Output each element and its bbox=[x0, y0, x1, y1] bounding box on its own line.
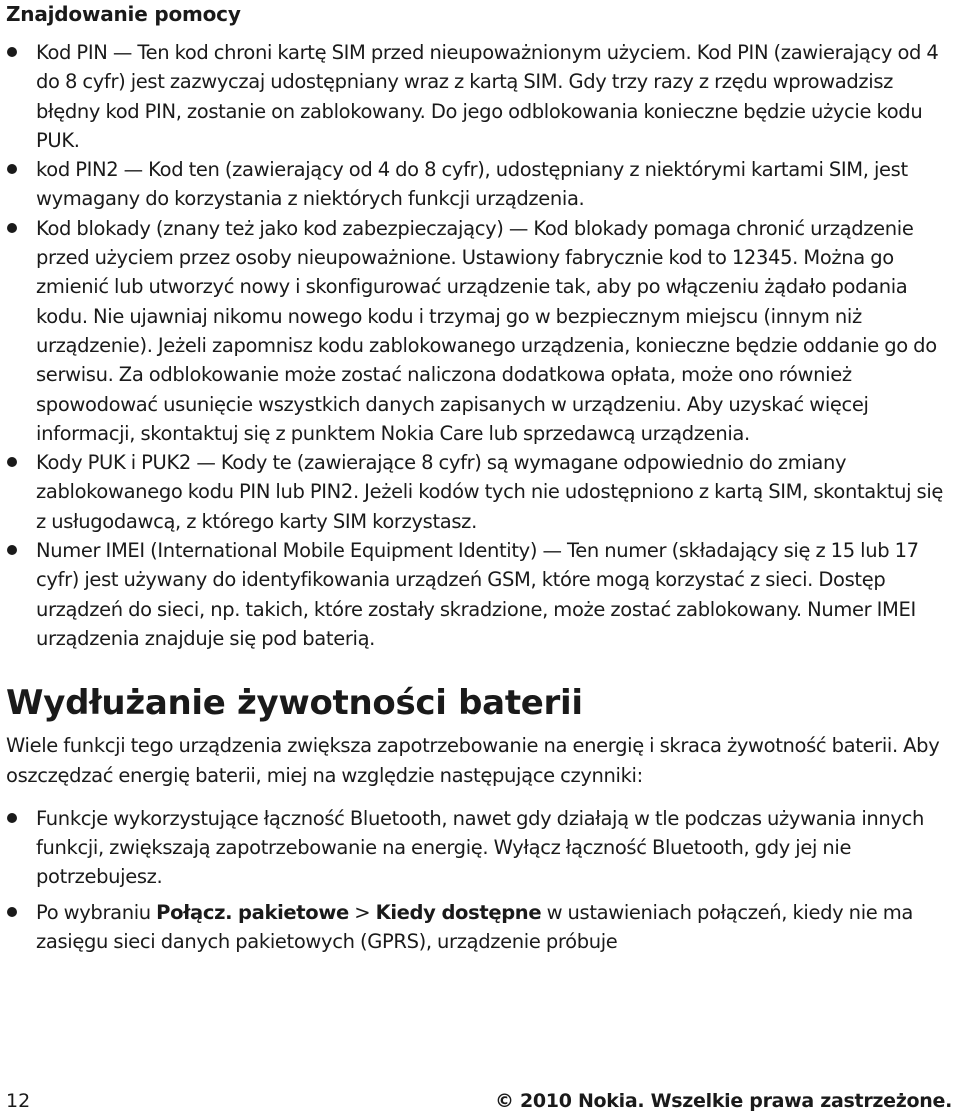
list-item-pin2 bbox=[6, 155, 954, 214]
item-term: Numer IMEI (International Mobile Equipment Identity) bbox=[36, 539, 538, 563]
list-item-puk bbox=[6, 448, 954, 536]
bullet-icon bbox=[7, 223, 17, 233]
page-number: 12 bbox=[6, 1090, 31, 1112]
bullet-icon bbox=[7, 47, 17, 57]
bullet-icon bbox=[7, 457, 17, 467]
bullet-icon bbox=[7, 164, 17, 174]
item-text-after: w ustawieniach połączeń, kiedy nie ma zasięgu sieci danych pakietowych (GPRS), urządzenie próbuje bbox=[36, 900, 913, 954]
item-dash: — bbox=[503, 216, 534, 240]
list-item-lock-code bbox=[6, 214, 954, 448]
item-text: Kod ten (zawierający od 4 do 8 cyfr), udostępniany z niektórymi kartami SIM, jest wymagany do korzystania z niektórych funkcji urządzenia. bbox=[36, 158, 908, 211]
menu-path-when-available: Kiedy dostępne bbox=[375, 900, 542, 924]
item-text: Kody te (zawierające 8 cyfr) są wymagane odpowiednio do zmiany zablokowanego kodu PIN lub PIN2. Jeżeli kodów tych nie udostępniono z kartą SIM, skontaktuj się z usługodawcą, z którego karty SIM korzystasz. bbox=[36, 451, 944, 533]
item-dash: — bbox=[118, 158, 149, 182]
battery-list bbox=[6, 804, 954, 956]
item-text: Funkcje wykorzystujące łączność Bluetooth, nawet gdy działają w tle podczas używania innych funkcji, zwiększają zapotrzebowanie na energię. Wyłącz łączność Bluetooth, gdy jej nie potrzebujesz. bbox=[36, 806, 924, 889]
item-term: Kod PIN bbox=[36, 41, 108, 64]
item-text-before: Po wybraniu bbox=[36, 900, 157, 924]
menu-path-packet-connection: Połącz. pakietowe bbox=[156, 900, 349, 924]
list-item-pin bbox=[6, 38, 954, 155]
list-item-imei bbox=[6, 536, 954, 653]
list-item-bluetooth bbox=[6, 804, 954, 892]
copyright-notice: © 2010 Nokia. Wszelkie prawa zastrzeżone. bbox=[494, 1090, 952, 1112]
section-heading: Znajdowanie pomocy bbox=[6, 2, 241, 26]
battery-intro: Wiele funkcji tego urządzenia zwiększa zapotrzebowanie na energię i skraca żywotność baterii. Aby oszczędzać energię baterii, miej na względzie następujące czynniki: bbox=[6, 734, 940, 787]
bullet-icon bbox=[7, 545, 17, 555]
page-content bbox=[6, 0, 954, 956]
item-text: Kod blokady pomaga chronić urządzenie przed użyciem przez osoby nieupoważnione. Ustawiony fabrycznie kod to 12345. Można go zmienić lub utworzyć nowy i skonfigurować urządzenie tak, aby po włączeniu żądało podania kodu. Nie ujawniaj nikomu nowego kodu i trzymaj go w bezpiecznym miejscu (innym niż urządzenie). Jeżeli zapomnisz kodu zablokowanego urządzenia, konieczne będzie oddanie go do serwisu. Za odblokowanie może zostać naliczona dodatkowa opłata, może ono również spowodować usunięcie wszystkich danych zapisanych w urządzeniu. Aby uzyskać więcej informacji, skontaktuj się z punktem Nokia Care lub sprzedawcą urządzenia. bbox=[36, 216, 937, 445]
codes-list bbox=[6, 38, 954, 653]
bullet-icon bbox=[7, 907, 17, 917]
item-term: Kody PUK i PUK2 bbox=[36, 451, 191, 475]
item-term: kod PIN2 bbox=[36, 158, 119, 182]
battery-heading: Wydłużanie żywotności baterii bbox=[6, 683, 583, 724]
bullet-icon bbox=[7, 813, 17, 823]
item-dash: — bbox=[107, 41, 138, 64]
item-text: Ten kod chroni kartę SIM przed nieupoważnionym użyciem. Kod PIN (zawierający od 4 do 8 cyfr) jest zazwyczaj udostępniany wraz z kartą SIM. Gdy trzy razy z rzędu wprowadzisz błędny kod PIN, zostanie on zablokowany. Do jego odblokowania konieczne będzie użycie kodu PUK. bbox=[36, 41, 939, 152]
item-term: Kod blokady (znany też jako kod zabezpieczający) bbox=[36, 216, 504, 240]
menu-separator: > bbox=[348, 900, 376, 924]
item-dash: — bbox=[190, 451, 221, 475]
item-text: Ten numer (składający się z 15 lub 17 cyfr) jest używany do identyfikowania urządzeń GSM, które mogą korzystać z sieci. Dostęp urządzeń do sieci, np. takich, które zostały skradzione, może zostać zablokowany. Numer IMEI urządzenia znajduje się pod baterią. bbox=[36, 539, 919, 650]
list-item-packet-data bbox=[6, 898, 954, 957]
item-dash: — bbox=[537, 539, 567, 563]
